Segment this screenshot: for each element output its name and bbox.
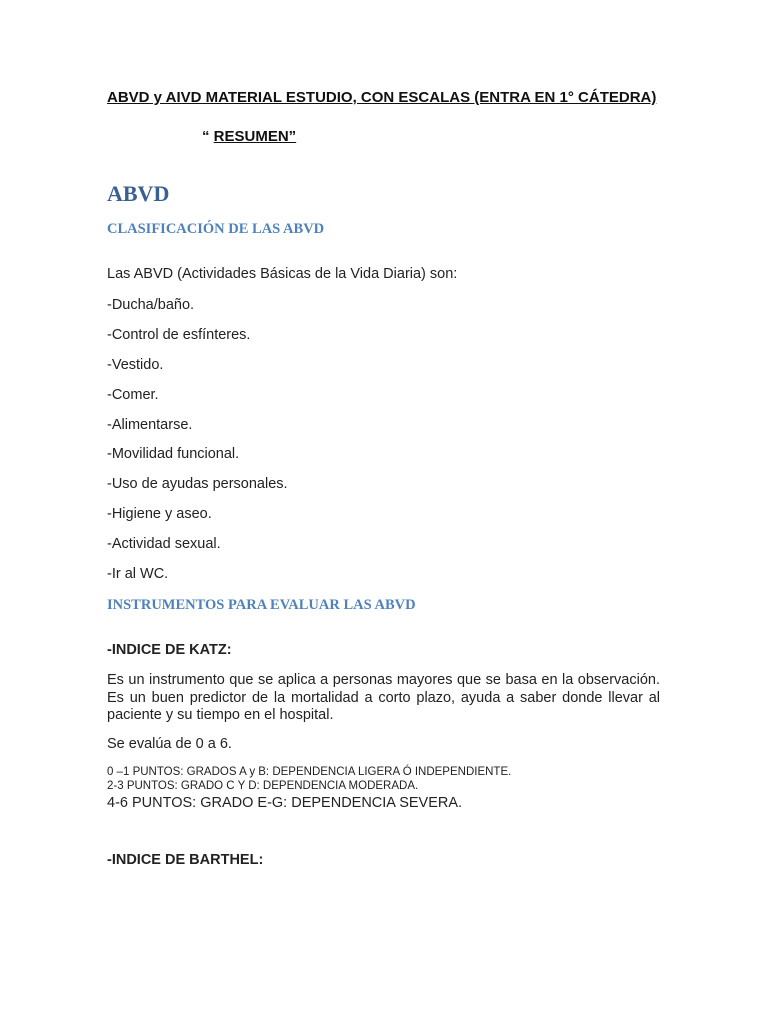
list-item: -Alimentarse. <box>107 416 193 433</box>
subtitle-quote: “ <box>202 128 214 145</box>
list-item: -Ir al WC. <box>107 566 169 583</box>
katz-score-line: 0 –1 PUNTOS: GRADOS A y B: DEPENDENCIA LIGERA Ó INDEPENDIENTE. <box>107 766 512 778</box>
list-item: -Higiene y aseo. <box>107 506 212 523</box>
list-item: -Uso de ayudas personales. <box>107 476 288 493</box>
list-item: -Control de esfínteres. <box>107 326 251 343</box>
katz-score-line: 4-6 PUNTOS: GRADO E-G: DEPENDENCIA SEVERA. <box>107 795 463 811</box>
katz-paragraph: Es un instrumento que se aplica a personas mayores que se basa en la observación. Es un buen predictor de la mortalidad a corto plazo, ayuda a saber donde llevar al paciente y su tiempo en el hospital. <box>107 672 660 723</box>
heading-abvd: ABVD <box>107 181 170 206</box>
katz-heading: -INDICE DE KATZ: <box>107 642 232 658</box>
barthel-heading: -INDICE DE BARTHEL: <box>107 852 264 868</box>
list-item: -Actividad sexual. <box>107 536 221 553</box>
list-item: -Comer. <box>107 386 159 403</box>
document-subtitle <box>202 128 296 145</box>
section-heading-clasificacion: CLASIFICACIÓN DE LAS ABVD <box>107 221 325 237</box>
intro-text: Las ABVD (Actividades Básicas de la Vida Diaria) son: <box>107 266 458 282</box>
section-heading-instrumentos: INSTRUMENTOS PARA EVALUAR LAS ABVD <box>107 597 416 613</box>
list-item: -Ducha/baño. <box>107 297 195 313</box>
katz-score-line: 2-3 PUNTOS: GRADO C Y D: DEPENDENCIA MODERADA. <box>107 780 419 792</box>
document-title: ABVD y AIVD MATERIAL ESTUDIO, CON ESCALAS (ENTRA EN 1° CÁTEDRA) <box>107 89 657 106</box>
list-item: -Vestido. <box>107 356 164 373</box>
abvd-list <box>107 295 288 594</box>
katz-range: Se evalúa de 0 a 6. <box>107 736 232 752</box>
subtitle-text: RESUMEN” <box>213 128 297 145</box>
list-item: -Movilidad funcional. <box>107 446 240 463</box>
